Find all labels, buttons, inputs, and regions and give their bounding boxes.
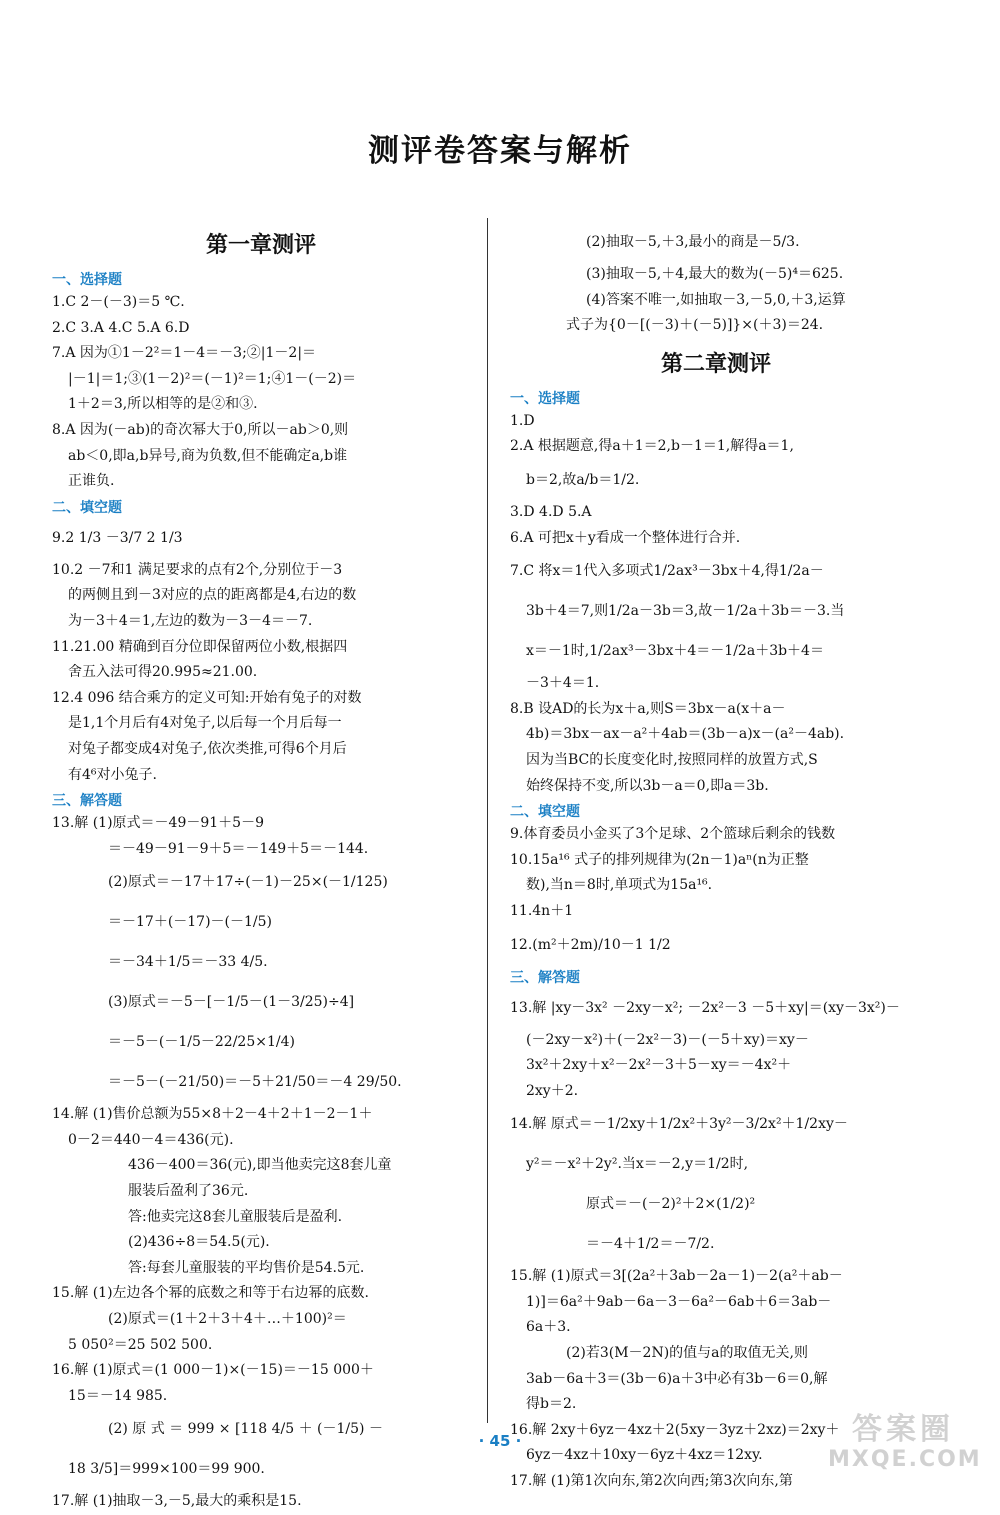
answer-line: －3＋4＝1. — [526, 675, 600, 692]
answer-line: 436－400＝36(元),即当他卖完这8套儿童 — [128, 1157, 392, 1174]
answer-line: ＝－17＋(－17)－(－1/5) — [108, 914, 273, 931]
answer-line: 4b)＝3bx－ax－a²＋4ab＝(3b－a)x－(a²－4ab). — [526, 726, 845, 743]
answer-line: 9.体育委员小金买了3个足球、2个篮球后剩余的钱数 — [510, 826, 836, 843]
page-number: · 45 · — [478, 1432, 522, 1450]
answer-line: 15.解 (1)左边各个幂的底数之和等于右边幂的底数. — [52, 1285, 369, 1302]
answer-line: b＝2,故a/b＝1/2. — [526, 471, 640, 488]
answer-line: 14.解 (1)售价总额为55×8＋2－4＋2＋1－2－1＋ — [52, 1106, 373, 1123]
right-sections — [510, 388, 922, 1495]
section-heading: 二、填空题 — [510, 804, 580, 821]
answer-line: 为－3＋4＝1,左边的数为－3－4＝－7. — [68, 612, 313, 629]
answer-line: 18 3/5]＝999×100＝99 900. — [68, 1461, 265, 1478]
answer-line: 17.解 (1)第1次向东,第2次向西;第3次向东,第 — [510, 1473, 793, 1490]
section-heading: 三、解答题 — [52, 793, 122, 810]
right-column — [510, 222, 922, 1495]
answer-line: 3b＋4＝7,则1/2a－3b＝3,故－1/2a＋3b＝－3.当 — [526, 603, 845, 620]
answer-line: 正谁负. — [68, 473, 115, 490]
answer-line: (2)抽取－5,＋3,最小的商是－5/3. — [586, 234, 800, 250]
answer-line: 1)]＝6a²＋9ab－6a－3－6a²－6ab＋6＝3ab－ — [526, 1293, 832, 1310]
answer-line: (2) 原 式 ＝ 999 × [118 4/5 ＋ (－1/5) － — [108, 1421, 383, 1438]
answer-line: 1＋2＝3,所以相等的是②和③. — [68, 396, 258, 413]
answer-line: 3x²＋2xy＋x²－2x²－3＋5－xy＝－4x²＋ — [526, 1057, 792, 1074]
answer-line: 13.解 |xy－3x² －2xy－x²; －2x²－3 －5＋xy|＝(xy－3x²)－ — [510, 999, 900, 1016]
answer-line: ＝－4＋1/2＝－7/2. — [586, 1236, 715, 1253]
answer-line: 6yz－4xz＋10xy－6yz＋4xz＝12xy. — [526, 1447, 763, 1464]
answer-line: (2)原式＝(1＋2＋3＋4＋…＋100)²＝ — [108, 1311, 347, 1328]
answer-line: 7.C 将x＝1代入多项式1/2ax³－3bx＋4,得1/2a－ — [510, 563, 824, 580]
section-heading: 一、选择题 — [52, 272, 122, 288]
answer-line: 2.A 根据题意,得a＋1＝2,b－1＝1,解得a＝1, — [510, 438, 794, 455]
section-heading: 二、填空题 — [52, 499, 122, 516]
answer-line: (2)436÷8＝54.5(元). — [128, 1234, 270, 1251]
answer-line: 是1,1个月后有4对兔子,以后每一个月后每一 — [68, 715, 342, 732]
section-heading: 三、解答题 — [510, 969, 580, 986]
answer-line: |－1|＝1;③(1－2)²＝(－1)²＝1;④1－(－2)＝ — [68, 370, 357, 387]
answer-line: 12.4 096 结合乘方的定义可知:开始有兔子的对数 — [52, 689, 362, 706]
answer-line: 16.解 (1)原式＝(1 000－1)×(－15)＝－15 000＋ — [52, 1362, 374, 1379]
answer-line: 5 050²＝25 502 500. — [68, 1336, 213, 1353]
answer-line: 9.2 1/3 －3/7 2 1/3 — [52, 529, 183, 546]
answer-line: 17.解 (1)抽取－3,－5,最大的乘积是15. — [52, 1493, 302, 1510]
column-divider — [487, 218, 488, 1423]
answer-line: (4)答案不唯一,如抽取－3,－5,0,＋3,运算 — [586, 291, 846, 308]
answer-line: 答:他卖完这8套儿童服装后是盈利. — [128, 1208, 343, 1225]
answer-line: 服装后盈利了36元. — [128, 1183, 249, 1200]
answer-line: y²＝－x²＋2y².当x＝－2,y＝1/2时, — [526, 1156, 749, 1173]
answer-line: x＝－1时,1/2ax³－3bx＋4＝－1/2a＋3b＋4＝ — [526, 643, 824, 660]
answer-line: ＝－34＋1/5＝－33 4/5. — [108, 954, 268, 971]
answer-line: (－2xy－x²)＋(－2x²－3)－(－5＋xy)＝xy－ — [526, 1031, 809, 1048]
section-heading: 一、选择题 — [510, 390, 580, 407]
answer-line: 式子为{0－[(－3)＋(－5)]}×(＋3)＝24. — [566, 317, 824, 334]
left-sections — [52, 269, 470, 1515]
answer-line: 舍五入法可得20.995≈21.00. — [68, 664, 258, 681]
answer-line: 15＝－14 985. — [68, 1387, 168, 1404]
answer-line: 答:每套儿童服装的平均售价是54.5元. — [128, 1259, 365, 1276]
answer-line: ＝－49－91－9＋5＝－149＋5＝－144. — [108, 840, 369, 857]
answer-line: 11.21.00 精确到百分位即保留两位小数,根据四 — [52, 638, 348, 655]
answer-line: 2xy＋2. — [526, 1082, 579, 1099]
page-title: 测评卷答案与解析 — [368, 133, 632, 169]
answer-line: 的两侧且到－3对应的点的距离都是4,右边的数 — [68, 587, 357, 604]
answer-line: 1.C 2－(－3)＝5 ℃. — [52, 294, 185, 310]
answer-line: 2.C 3.A 4.C 5.A 6.D — [52, 319, 190, 336]
answer-line: 0－2＝440－4＝436(元). — [68, 1131, 234, 1148]
chapter-title: 第二章测评 — [660, 351, 771, 377]
answer-line: 10.2 －7和1 满足要求的点有2个,分别位于－3 — [52, 561, 343, 578]
answer-line: (3)抽取－5,＋4,最大的数为(－5)⁴＝625. — [586, 266, 844, 282]
answer-line: ＝－5－(－21/50)＝－5＋21/50＝－4 29/50. — [108, 1074, 402, 1091]
watermark-logo — [828, 1412, 982, 1478]
answer-line: 8.B 设AD的长为x＋a,则S＝3bx－a(x＋a－ — [510, 700, 786, 717]
watermark-logo-text: 答案圈 — [852, 1412, 954, 1447]
answer-line: (3)原式＝－5－[－1/5－(1－3/25)÷4] — [108, 994, 355, 1011]
answer-line: 3ab－6a＋3＝(3b－6)a＋3中必有3b－6＝0,解 — [526, 1370, 828, 1387]
answer-line: 始终保持不变,所以3b－a＝0,即a＝3b. — [526, 777, 769, 794]
answer-line: ab＜0,即a,b异号,商为负数,但不能确定a,b谁 — [68, 447, 348, 464]
answer-line: 7.A 因为①1－2²＝1－4＝－3;②|1－2|＝ — [52, 345, 317, 362]
answer-line: 因为当BC的长度变化时,按照同样的放置方式,S — [526, 751, 818, 768]
left-column — [52, 220, 470, 1515]
answer-line: (2)原式＝－17＋17÷(－1)－25×(－1/125) — [108, 874, 388, 891]
answer-line: 数),当n＝8时,单项式为15a¹⁶. — [526, 877, 713, 894]
answer-line: 原式＝－(－2)²＋2×(1/2)² — [586, 1196, 756, 1213]
answer-line: 3.D 4.D 5.A — [510, 503, 592, 520]
answer-line: 6.A 可把x＋y看成一个整体进行合并. — [510, 529, 741, 546]
answer-line: 15.解 (1)原式＝3[(2a²＋3ab－2a－1)－2(a²＋ab－ — [510, 1268, 843, 1285]
right-continued-lines — [510, 222, 922, 339]
answer-line: 8.A 因为(－ab)的奇次幂大于0,所以－ab＞0,则 — [52, 421, 349, 438]
watermark-url: MXQE.COM — [828, 1447, 982, 1472]
answer-line: 13.解 (1)原式＝－49－91＋5－9 — [52, 815, 264, 832]
answer-line: 1.D — [510, 412, 535, 429]
answer-line: 有4⁶对小兔子. — [68, 766, 157, 783]
answer-line: 12.(m²＋2m)/10－1 1/2 — [510, 936, 671, 953]
answer-line: 6a＋3. — [526, 1319, 571, 1336]
answer-line: 11.4n＋1 — [510, 902, 574, 919]
answer-line: ＝－5－(－1/5－22/25×1/4) — [108, 1034, 295, 1051]
answer-line: 10.15a¹⁶ 式子的排列规律为(2n－1)aⁿ(n为正整 — [510, 851, 809, 868]
answer-line: (2)若3(M－2N)的值与a的取值无关,则 — [566, 1345, 808, 1362]
chapter-title: 第一章测评 — [205, 233, 316, 258]
answer-line: 得b＝2. — [526, 1396, 577, 1413]
answer-line: 14.解 原式＝－1/2xy＋1/2x²＋3y²－3/2x²＋1/2xy－ — [510, 1116, 848, 1133]
answer-line: 16.解 2xy＋6yz－4xz＋2(5xy－3yz＋2xz)＝2xy＋ — [510, 1421, 840, 1438]
answer-line: 对兔子都变成4对兔子,依次类推,可得6个月后 — [68, 740, 347, 757]
